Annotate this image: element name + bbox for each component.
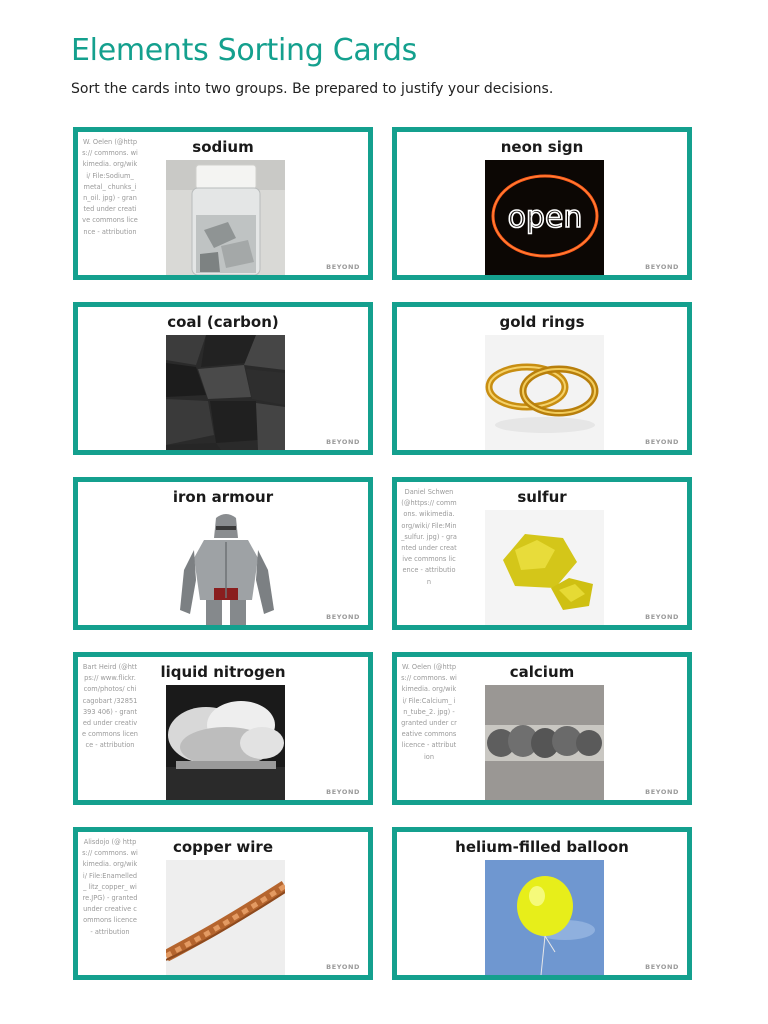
- card-sulfur[interactable]: [392, 477, 692, 630]
- image-credit: W. Oelen (@https:// commons. wikimedia. org/wiki/ File:Sodium_ metal_ chunks_in_oil. jpg) - granted under creative commons licence - attribution: [82, 138, 138, 236]
- coal-photo: [166, 335, 285, 450]
- image-credit: W. Oelen (@https:// commons. wikimedia. org/wiki/ File:Calcium_ in_tube_2. jpg) - granted under creative commons licence - attribution: [401, 663, 457, 761]
- card-label: neon sign: [500, 138, 584, 156]
- card-liquid-nitrogen[interactable]: [73, 652, 373, 805]
- card-calcium[interactable]: [392, 652, 692, 805]
- image-credit: Alisdojo (@ https:// commons. wikimedia. org/wiki/ File:Enamelled_ litz_copper_ wire.JPG) - granted under creative commons licence - attribution: [82, 838, 138, 936]
- card-label: sulfur: [517, 488, 567, 506]
- brand-mark: BEYOND: [326, 263, 360, 271]
- copper-wire-photo: [166, 860, 285, 975]
- card-label: sodium: [192, 138, 254, 156]
- iron-armour-photo: [166, 510, 285, 625]
- card-label: iron armour: [172, 488, 274, 506]
- brand-mark: BEYOND: [645, 963, 679, 971]
- brand-mark: BEYOND: [326, 963, 360, 971]
- neon-text: open: [507, 200, 583, 235]
- card-helium-balloon[interactable]: [392, 827, 692, 980]
- gold-rings-photo: [485, 335, 604, 450]
- card-neon-sign[interactable]: [392, 127, 692, 280]
- card-label: copper wire: [172, 838, 274, 856]
- brand-mark: BEYOND: [645, 263, 679, 271]
- sodium-photo: [166, 160, 285, 275]
- image-credit: Bart Heird (@https:// www.flickr. com/photos/ chicagobart /32851393 406) - granted under creative commons licence - attribution: [82, 663, 138, 750]
- brand-mark: BEYOND: [326, 613, 360, 621]
- sulfur-photo: [485, 510, 604, 625]
- card-label: calcium: [509, 663, 575, 681]
- helium-balloon-photo: [485, 860, 604, 975]
- brand-mark: BEYOND: [326, 788, 360, 796]
- brand-mark: BEYOND: [326, 438, 360, 446]
- brand-mark: BEYOND: [645, 613, 679, 621]
- instructions: Sort the cards into two groups. Be prepared to justify your decisions.: [71, 81, 554, 97]
- card-gold-rings[interactable]: [392, 302, 692, 455]
- card-iron-armour[interactable]: [73, 477, 373, 630]
- card-label: helium-filled balloon: [455, 838, 629, 856]
- brand-mark: BEYOND: [645, 788, 679, 796]
- card-sodium[interactable]: [73, 127, 373, 280]
- card-label: gold rings: [499, 313, 585, 331]
- page-title: Elements Sorting Cards: [71, 33, 418, 68]
- card-copper-wire[interactable]: [73, 827, 373, 980]
- card-label: coal (carbon): [167, 313, 279, 331]
- brand-mark: BEYOND: [645, 438, 679, 446]
- image-credit: Daniel Schwen (@https:// commons. wikimedia. org/wiki/ File:Min_sulfur. jpg) - granted under creative commons licence - attribution: [401, 488, 457, 586]
- card-coal[interactable]: [73, 302, 373, 455]
- neon-sign-photo: [485, 160, 604, 275]
- calcium-photo: [485, 685, 604, 800]
- liquid-nitrogen-photo: [166, 685, 285, 800]
- card-label: liquid nitrogen: [160, 663, 286, 681]
